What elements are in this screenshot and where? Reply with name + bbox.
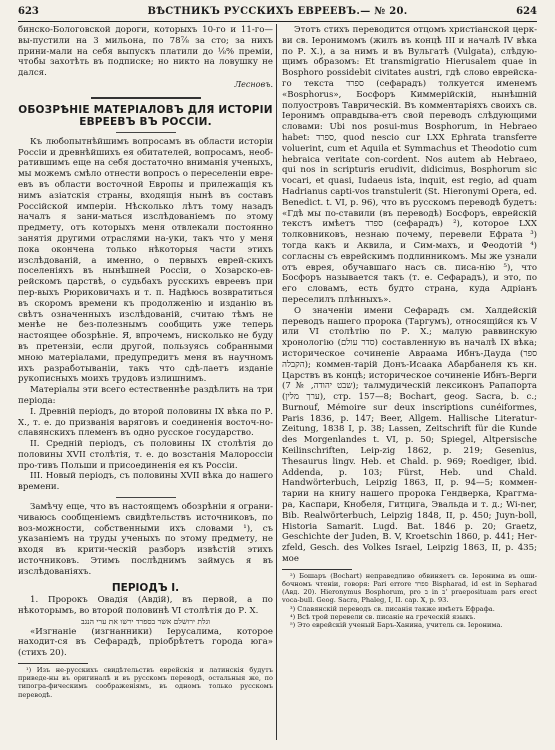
article-title: ОБОЗРѢНІЕ МАТЕРІАЛОВЪ ДЛЯ ИСТОРІИ ЕВРЕЕВЪ ВЪ РОССІИ. [18, 103, 273, 128]
right-column [282, 25, 537, 740]
section-separator [116, 497, 176, 498]
paragraph: 1. Пророкъ Овадія (Авдій), въ первой, а по нѣкоторымъ, во второй половинѣ VI столѣтія до Р. Х. [18, 595, 273, 617]
page-number-right: 624 [516, 6, 537, 17]
footnote-rule [282, 569, 352, 570]
paragraph: Замѣчу еще, что въ настоящемъ обозрѣніи я ограни-чиваюсь сообщеніемъ свидѣтельствъ источниковъ, по воз-можности, собственными ихъ словами ¹), съ указаніемъ на труды ученыхъ по этому предмету, не входя въ крити-ческій разборъ извѣстій этихъ источниковъ. Этимъ послѣднимъ займусь я въ изслѣдованіяхъ. [18, 502, 273, 577]
paragraph: Матеріалы эти всего естественнѣе раздѣлить на три періода: [18, 385, 273, 406]
author-signature: Лесновъ. [234, 79, 273, 89]
footnote: ³) Славянскій переводъ св. писанія также имѣетъ Ефрафа. [290, 604, 495, 613]
paragraph: Этотъ стихъ переводится отцомъ христіанской церк-ви св. Іеронимомъ (жилъ въ концѣ III и началѣ IV вѣка по Р. Х.), а за нимъ и въ Вульгатѣ (Vulgata), слѣдую-щимъ образомъ: Et transmigratio Hierusalem quae in Bosphoro possidebit civitates austri, гдѣ слово еврейска-го текста ספרד (сефарадъ) толкуется именемъ «Bosphorus», Босфоръ Киммерійскій, нынѣшній полуостровъ Таврическій. Въ комментаріяхъ своихъ св. Іеронимъ оправдыва-етъ свой переводъ слѣдующими словами: Ubi nos posui-mus Bosphorum, in Hebraeo habet: ספרד, quod nescio cur LXX Ephrata transferre voluerint, cum et Aquila et Symmachus et Theodotio cum hebraica veritate con-cordent. Nos autem ab Hebraeo, qui nos in scripturis erudivit, didicimus, Bosphorum sic vocari, et quasi, Iudaeus ista, inquit, est regio, ad quam Hadrianus capti-vos transtulerit (St. Hieronymi Opera, ed. Benedict. t. VI, p. 96), что въ русскомъ переводѣ будетъ: «Гдѣ мы по-ставили (въ переводѣ) Босфоръ, еврейскій текстъ имѣетъ ספרד (сефарадъ) ²), которое LXX толковниковъ, незнаю почему, перевели Ефрата ³) тогда какъ и Аквила, и Сим-махъ, и Феодотій ⁴) согласны съ еврейскимъ подлинникомъ. Мы же узнали отъ еврея, обучавшаго насъ св. писа-нію ⁵), что Босфоръ называется такъ (т. е. Сефарадъ), и это, по его словамъ, есть будто страна, куда Адріанъ переселилъ плѣнныхъ». [282, 25, 537, 305]
footnote: ²) Бошаръ (Bochart) неправедливо обвиняетъ св. Іеронима въ оши-бочномъ чтеніи, говоря: Pari errore ספרד Bispharad, id est in Sepharad (Авд. 20). Hieronymus Bosphorum, pro ב in ב' praeposituam pars erect voca-bull. Geog. Sacra, Phaleg, I, II. cap. X, p. 93. [282, 571, 537, 605]
paragraph: О значеніи имени Сефарадъ см. Халдейскій переводъ нашего пророка (Таргумъ), относящійся къ V или VI столѣтію по Р. Х.; малую раввинскую хронологію (סדר עולם) составленную въ началѣ IX вѣка; историческое сочиненіе Авраама Ибнъ-Дауда (ספר הקבלה); коммен-тарій Донъ-Исаака Абарбанеля къ кн. Царствъ въ концѣ; историческое сочиненіе Ибнъ-Верги (שבט יהודה, № 7); талмудическій лексиконъ Рапапорта (ערך מלין), стр. 157—8; Bochart, geog. Sacra, b. c.; Burnouf, Mémoire sur deux inscriptions cunéiformes, Paris 1836, p. 147; Beer, Allgem. Hallische Literatur-Zeitung, 1838 I, p. 38; Lassen, Zeitschrift für die Kunde des Morgenlandes t. VI, p. 50; Spiegel, Altpersische Keilinschriften, Leip-zig 1862, p. 219; Gesenius, Thesaurus lingv. Heb. et Chald. p. 969; Roediger, ibid. Addenda, p. 103; Fürst, Heb. und Chald. Handwörterbuch, Leipzig 1863, II, p. 94—5; коммен-тарии на книгу нашего пророка Гендверка, Краггма-ра, Каспари, Кнобеля, Гитцига, Эвальда и т. д.; Wi-ner, Bib. Realwörterbuch, Leipzig 1848, II, p. 450; Juyn-boll, Historia Samarit. Lugd. Bat. 1846 p. 20; Graetz, Geschichte der Juden, B. V, Kroetschin 1860, p. 441; Her-zfeld, Gesch. des Volkes Israel, Leipzig 1863, II, p. 435; мое [282, 305, 537, 565]
page-number-left: 623 [18, 6, 39, 17]
paragraph: III. Новый періодъ, съ половины XVII вѣка до нашего времени. [18, 471, 273, 493]
paragraph: Къ любопытнѣйшимъ вопросамъ въ области исторіи Россіи и древнѣйшихъ ея обитателей, вопросамъ, необ-ратившимъ еще на себя достаточно вниманія ученыхъ, мы можемъ смѣло отнести вопросъ о переселеніи евре-евъ въ области восточной Европы и прилежащія къ нимъ азіатскія страны, входящія нынѣ въ составъ Россійской имперіи. Нѣсколько лѣтъ тому назадъ началъ я зани-маться изслѣдованіемъ по этому предмету, отъ которыхъ меня отвлекали постоянно занятія другими отраслями на-уки, такъ что у меня пока окончена только нѣкоторыя части этихъ изслѣдованій, а именно, о первыхъ еврей-скихъ поселеніяхъ въ нынѣшней Россіи, о Хозарско-ев-рейскомъ царствѣ, о судьбахъ русскихъ евреевъ при пер-выхъ Рюриковичахъ и т. п. Надѣюсь возвратиться въ скоромъ времени къ продолженію и изданію въ свѣтъ означенныхъ изслѣдованій, считаю тѣмъ не менѣе не без-полезнымъ сообщить уже теперь настоящее обозрѣніе. Я, впрочемъ, нисколько не буду въ претензіи, если другой, пользуясь собранными мною матеріалами, предупредитъ меня въ научномъ ихъ разработываніи, такъ что сдѣ-лаетъ изданіе рукописныхъ моихъ трудовъ излишнимъ. [18, 136, 273, 385]
paragraph: I. Древній періодъ, до второй половины IX вѣка по Р. Х., т. е. до призванія варяговъ и соединенія восточ-но-славянскихъ племенъ въ одно русское государство. [18, 406, 273, 439]
paragraph: «Изгнаніе (изгнанники) Іерусалима, которое находит-ся въ Сефарадѣ, пріобрѣтетъ города юга» (стихъ 20). [18, 626, 273, 659]
hebrew-quote: וגלת ירושלם אשר בספרד ירשו את ערי הנגב [80, 617, 211, 627]
title-underline [116, 132, 176, 133]
footnote: ⁴) Всѣ трой перевели св. писаніе на греческій языкъ. [290, 612, 476, 621]
footnote: ⁵) Это еврейскій ученый Баръ-Ханина, учитель св. Іеронима. [290, 621, 503, 630]
footnote: ¹) Изъ не-русскихъ свидѣтельствъ еврейскія и латинскія будутъ приведе-ны въ оригиналѣ и въ русскомъ переводѣ, остальныя же, по типогра-фическимъ соображеніямъ, въ одномъ только русскомъ переводѣ. [18, 666, 273, 699]
paragraph: II. Средній періодъ, съ половины IX столѣтія до половины XVII столѣтія, т. е. до возстанія Малороссіи про-тивъ Польши и присоединенія ея къ Россіи. [18, 439, 273, 471]
page-header [18, 4, 537, 20]
header-rule [18, 21, 537, 22]
footnote-rule [18, 663, 88, 664]
section-separator [91, 97, 201, 99]
column-divider [276, 24, 277, 740]
left-column [18, 25, 273, 740]
period-heading: ПЕРІОДЪ I. [111, 581, 180, 594]
journal-title: ВѢСТНИКЪ РУССКИХЪ ЕВРЕЕВЪ.— № 20. [147, 6, 408, 17]
paragraph: бинско-Бологовской дороги, которыхъ 10-го и 11-го—вы-пустили на 3 мильона, по 78⅞ за сто; за нихъ прини-мали на себя выпускъ платили до ⅛% преміи, чтобы захотѣть въ подписке; но никто на ловушку не дался. [18, 25, 273, 79]
